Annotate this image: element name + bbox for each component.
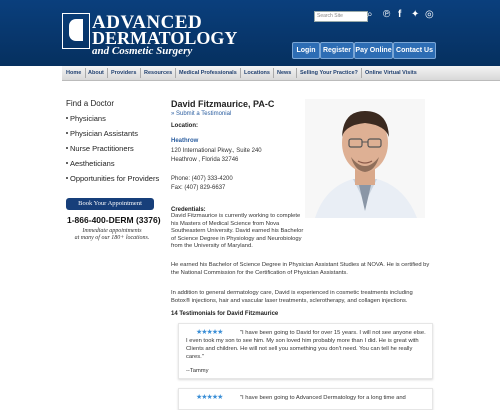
nav-item-news[interactable]: News (277, 70, 292, 76)
address-line-2: Heathrow , Florida 32746 (171, 157, 239, 163)
bio-paragraph-3: In addition to general dermatology care, David is experienced in cosmetic treatments including Botox® injections, hair and vascular laser treatments, sclerotherapy, and collagen injections. (171, 290, 413, 304)
login-button[interactable]: Login (292, 42, 320, 59)
main-nav (62, 66, 500, 81)
nav-divider (240, 68, 241, 78)
testimonial-text: "I have been going to David for over 15 years. I will not see anyone else. I even took my son to see him. My son loved him probably more than I did. He is great with Clients and children. He will not sell you something you don't need. You can tell he really cares." (186, 330, 426, 360)
testimonial-author: --Tammy (186, 368, 209, 374)
bio-paragraph-2: He earned his Bachelor of Science Degree in Physician Assistant Studies at NOVA. He is certified by the National Commission for the Certification of Physician Assistants. (171, 262, 430, 276)
location-link-heathrow[interactable]: Heathrow (171, 138, 199, 144)
find-doctor-title: Find a Doctor (66, 99, 115, 108)
nav-divider (361, 68, 362, 78)
pay-online-button[interactable]: Pay Online (354, 42, 393, 59)
nav-item-selling-practice[interactable]: Selling Your Practice? (300, 70, 358, 76)
immediate-appointments-text (66, 228, 158, 242)
book-appointment-button[interactable]: Book Your Appointment (66, 198, 154, 210)
phone-line: Phone: (407) 333-4200 (171, 176, 233, 182)
nav-item-resources[interactable]: Resources (144, 70, 173, 76)
site-header (0, 0, 500, 66)
nav-item-locations[interactable]: Locations (244, 70, 270, 76)
pinterest-icon[interactable]: ℗ (383, 9, 391, 20)
testimonials-title: 14 Testimonials for David Fitzmaurice (171, 311, 279, 317)
search-input[interactable]: Search Site (314, 11, 368, 22)
page-title: David Fitzmaurice, PA-C (171, 99, 275, 109)
facebook-icon[interactable]: f (398, 9, 402, 20)
sidebar-item-aestheticians[interactable]: Aestheticians (70, 159, 115, 168)
sidebar-item-nurse-practitioners[interactable]: Nurse Practitioners (70, 144, 134, 153)
bio-paragraph-1: David Fitzmaurice is currently working to complete his Masters of Medical Science from Nova Southeastern University. David earned his Bachelor of Science Degree in Physiology and Neurobiology from the University of Maryland. (171, 213, 304, 249)
nav-divider (296, 68, 297, 78)
sidebar-item-physicians[interactable]: Physicians (70, 114, 106, 123)
testimonial-card (178, 388, 433, 410)
contact-us-button[interactable]: Contact Us (393, 42, 436, 59)
fax-line: Fax: (407) 829-6637 (171, 185, 226, 191)
star-rating: ★★★★★ (196, 329, 223, 336)
testimonial-card (178, 323, 433, 379)
address-line-1: 120 International Pkwy., Suite 240 (171, 148, 262, 154)
logo-text-advanced: ADVANCED (92, 12, 203, 33)
nav-divider (175, 68, 176, 78)
nav-divider (273, 68, 274, 78)
nav-item-virtual-visits[interactable]: Online Virtual Visits (365, 70, 417, 76)
location-label: Location: (171, 123, 198, 129)
instagram-icon[interactable]: ◎ (425, 9, 434, 20)
testimonial-text: "I have been going to Advanced Dermatology for a long time and (240, 395, 406, 401)
nav-item-home[interactable]: Home (66, 70, 82, 76)
search-icon[interactable]: ⌕ (367, 9, 373, 20)
register-button[interactable]: Register (320, 42, 354, 59)
provider-photo (305, 99, 425, 218)
bio-paragraph-1a (171, 213, 306, 251)
sidebar-item-physician-assistants[interactable]: Physician Assistants (70, 129, 138, 138)
logo-text-cosmetic: and Cosmetic Surgery (92, 45, 193, 57)
phone-number[interactable]: 1-866-400-DERM (3376) (67, 215, 161, 225)
twitter-icon[interactable]: ✦ (411, 9, 420, 20)
nav-item-medical-professionals[interactable]: Medical Professionals (179, 70, 237, 76)
nav-divider (85, 68, 86, 78)
logo-text-dermatology: DERMATOLOGY (92, 28, 238, 48)
nav-divider (107, 68, 108, 78)
nav-item-providers[interactable]: Providers (111, 70, 137, 76)
submit-testimonial-link[interactable]: » Submit a Testimonial (171, 111, 232, 117)
logo-icon (62, 13, 90, 49)
immediate-line-2: at many of our 180+ locations. (74, 235, 150, 241)
immediate-line-1: Immediate appointments (82, 228, 142, 234)
star-rating: ★★★★★ (196, 394, 223, 401)
nav-divider (140, 68, 141, 78)
provider-portrait-image (305, 99, 425, 218)
sidebar-item-opportunities[interactable]: Opportunities for Providers (70, 174, 160, 183)
credentials-label: Credentials: (171, 207, 206, 213)
nav-item-about[interactable]: About (88, 70, 104, 76)
